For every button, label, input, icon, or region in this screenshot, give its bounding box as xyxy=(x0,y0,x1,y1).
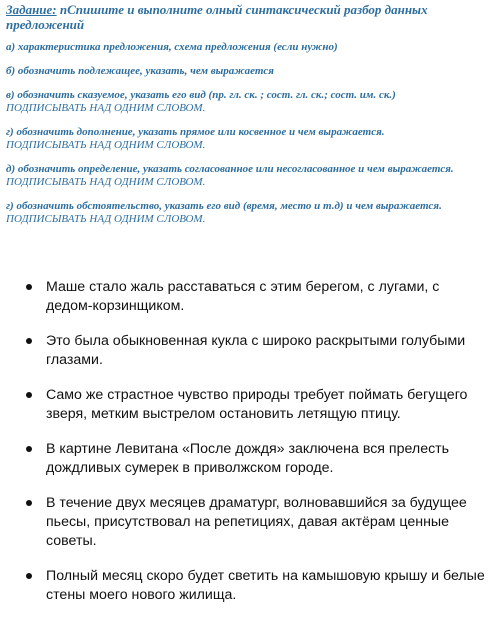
task-item-g2-note: ПОДПИСЫВАТЬ НАД ОДНИМ СЛОВОМ. xyxy=(6,213,206,225)
bullet-icon xyxy=(26,338,32,344)
sentence-text: Само же страстное чувство природы требует поймать бегущего зверя, метким выстрелом остановить летящую птицу. xyxy=(46,387,468,422)
task-item-v-text: в) обозначить сказуемое, указать его вид (пр. гл. ск. ; сост. гл. ск.; сост. им. ск.) xyxy=(6,89,396,101)
task-item-d-note: ПОДПИСЫВАТЬ НАД ОДНИМ СЛОВОМ. xyxy=(6,176,206,188)
list-item xyxy=(24,332,489,370)
task-item-g xyxy=(6,126,494,152)
list-item xyxy=(24,494,489,551)
task-item-g-text: г) обозначить дополнение, указать прямое или косвенное и чем выражается. xyxy=(6,126,385,138)
task-title-text: пСпишите и выполните олный синтаксический разбор данных предложений xyxy=(6,2,428,32)
task-item-d xyxy=(6,163,494,189)
list-item xyxy=(24,386,489,424)
bullet-icon xyxy=(26,500,32,506)
sentence-text: Это была обыкновенная кукла с широко раскрытыми голубыми глазами. xyxy=(46,333,466,368)
task-item-v-note: ПОДПИСЫВАТЬ НАД ОДНИМ СЛОВОМ. xyxy=(6,102,206,114)
task-item-b xyxy=(6,65,494,78)
sentence-text: В течение двух месяцев драматург, волновавшийся за будущее пьесы, присутствовал на репетициях, давая актёрам ценные советы. xyxy=(46,495,467,549)
bullet-icon xyxy=(26,284,32,290)
task-item-a-text: а) характеристика предложения, схема предложения (если нужно) xyxy=(6,41,338,53)
sentence-text: Маше стало жаль расставаться с этим берегом, с лугами, с дедом-корзинщиком. xyxy=(46,279,440,314)
list-item xyxy=(24,278,489,316)
bullet-icon xyxy=(26,573,32,579)
sentence-text: В картине Левитана «После дождя» заключена вся прелесть дождливых сумерек в приволжском городе. xyxy=(46,441,450,476)
list-item xyxy=(24,440,489,478)
task-title-label: Задание: xyxy=(6,2,57,17)
task-item-a xyxy=(6,41,494,54)
list-item xyxy=(24,567,489,605)
bullet-icon xyxy=(26,392,32,398)
task-instructions xyxy=(6,2,494,237)
task-item-g2-text: г) обозначить обстоятельство, указать его вид (время, место и т.д) и чем выражается. xyxy=(6,200,442,212)
task-item-g-note: ПОДПИСЫВАТЬ НАД ОДНИМ СЛОВОМ. xyxy=(6,139,206,151)
task-title xyxy=(6,2,494,32)
task-item-d-text: д) обозначить определение, указать согласованное или несогласованное и чем выражается. xyxy=(6,163,454,175)
task-item-g2 xyxy=(6,200,494,226)
bullet-icon xyxy=(26,446,32,452)
task-item-b-text: б) обозначить подлежащее, указать, чем выражается xyxy=(6,65,274,77)
task-item-v xyxy=(6,89,494,115)
sentence-text: Полный месяц скоро будет светить на камышовую крышу и белые стены моего нового жилища. xyxy=(46,568,485,603)
sentence-list xyxy=(24,278,489,621)
